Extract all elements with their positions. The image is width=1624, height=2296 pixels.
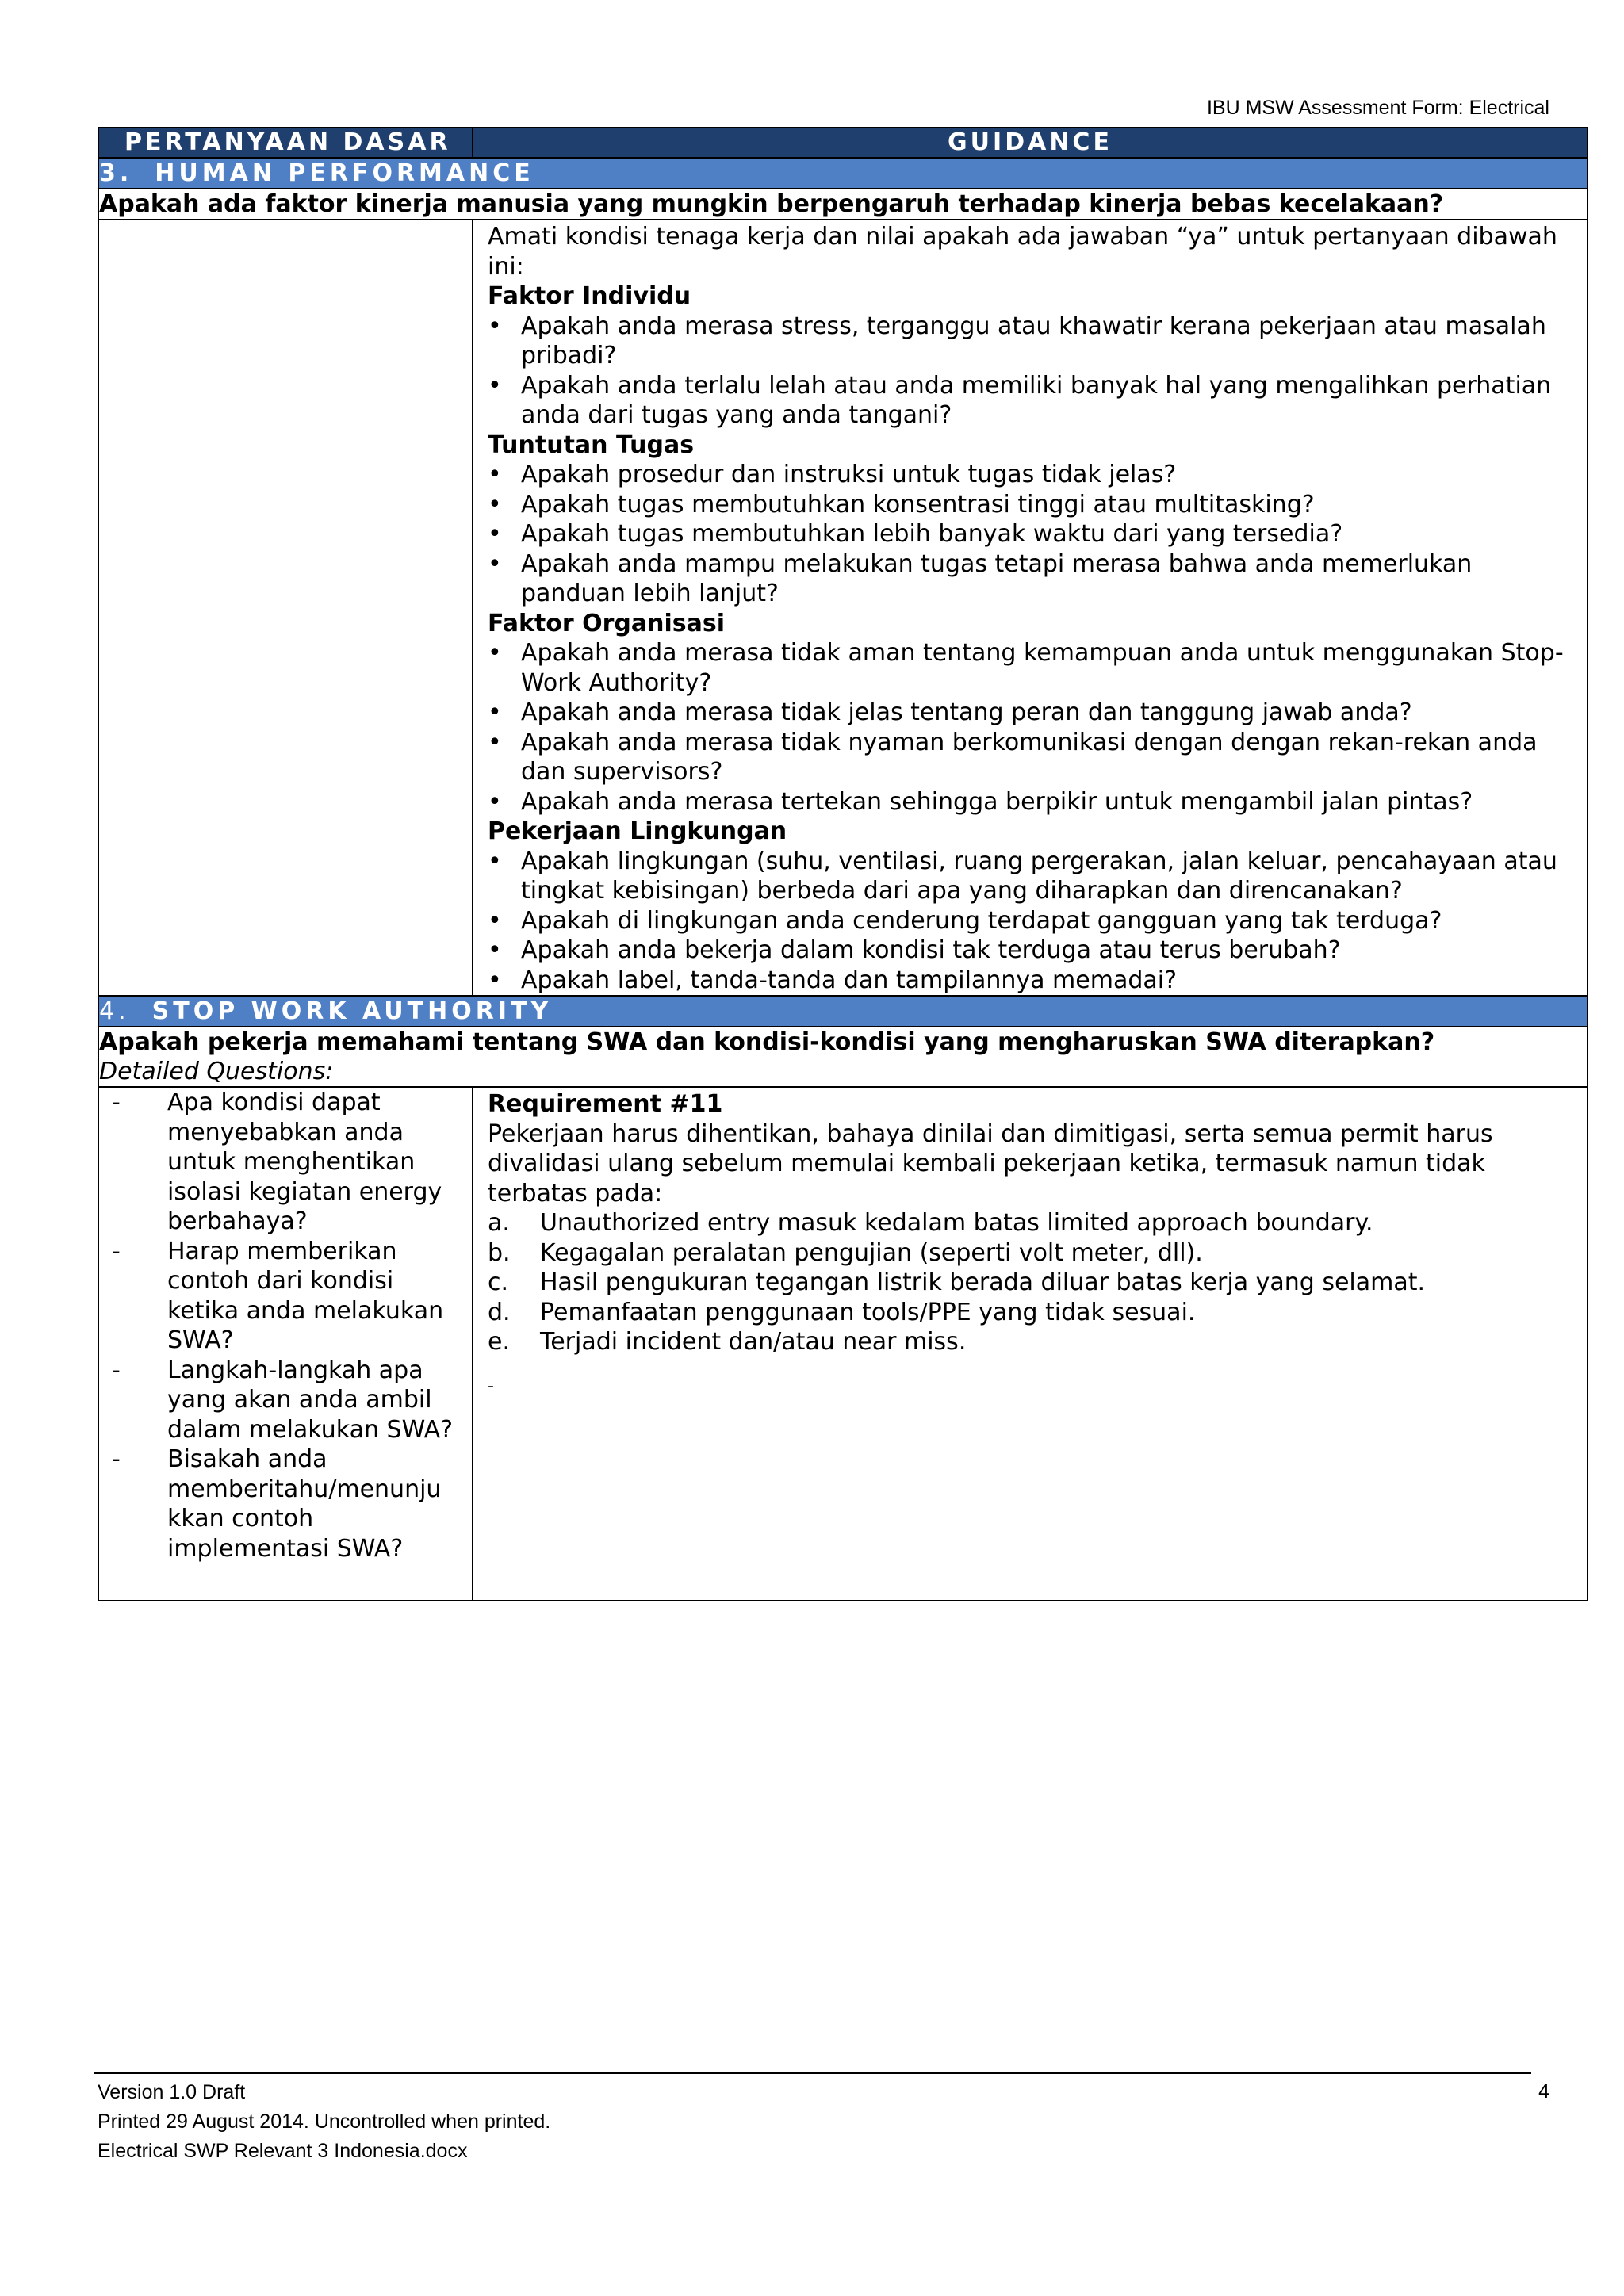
list-item: • Apakah lingkungan (suhu, ventilasi, ruang pergerakan, jalan keluar, pencahayaan atau tingkat kebisingan) berbeda dari apa yang diharapkan dan direncanakan? (488, 847, 1557, 905)
requirement-list (488, 1208, 1579, 1357)
footer-printed: Printed 29 August 2014. Uncontrolled when printed. (98, 2110, 551, 2133)
bullet-list (488, 847, 1579, 996)
list-item: a. Unauthorized entry masuk kedalam batas limited approach boundary. (488, 1209, 1373, 1237)
trailing-dash: - (488, 1376, 494, 1396)
empty-question-cell (98, 220, 473, 996)
group-title: Faktor Individu (488, 282, 691, 310)
table-header-row (98, 128, 1588, 158)
detailed-questions-label: Detailed Questions: (99, 1058, 334, 1085)
list-item: • Apakah label, tanda-tanda dan tampilannya memadai? (488, 966, 1178, 994)
column-header-guidance: GUIDANCE (473, 128, 1588, 158)
list-item: • Apakah anda merasa tidak jelas tentang peran dan tanggung jawab anda? (488, 698, 1412, 726)
requirement-title: Requirement #11 (488, 1090, 723, 1118)
guidance-intro: Amati kondisi tenaga kerja dan nilai apakah ada jawaban “ya” untuk pertanyaan dibawah ini: (488, 223, 1557, 281)
section-3-header (98, 158, 1588, 189)
section-title: STOP WORK AUTHORITY (151, 997, 553, 1025)
section-title: HUMAN PERFORMANCE (155, 159, 534, 187)
bullet: • (488, 847, 502, 875)
section-number: 3. (99, 159, 133, 187)
list-item: • Apakah anda merasa tertekan sehingga berpikir untuk mengambil jalan pintas? (488, 787, 1473, 816)
group-title: Pekerjaan Lingkungan (488, 817, 787, 845)
section-4-content-row (98, 1087, 1588, 1601)
bullet: • (488, 936, 502, 964)
list-item: • Apakah di lingkungan anda cenderung terdapat gangguan yang tak terduga? (488, 906, 1442, 935)
list-item: d. Pemanfaatan penggunaan tools/PPE yang tidak sesuai. (488, 1298, 1196, 1326)
dash-marker: - (112, 1089, 121, 1116)
section-4-header (98, 996, 1588, 1027)
bullet: • (488, 639, 502, 667)
bullet: • (488, 906, 502, 935)
bullet: • (488, 371, 502, 400)
dash-marker: - (112, 1445, 121, 1473)
guidance-cell (473, 220, 1588, 996)
column-header-pertanyaan: PERTANYAAN DASAR (98, 128, 473, 158)
group-title: Faktor Organisasi (488, 609, 726, 637)
bullet: • (488, 490, 502, 519)
bullet: • (488, 520, 502, 548)
list-item: e. Terjadi incident dan/atau near miss. (488, 1328, 967, 1356)
bullet-list (488, 460, 1579, 609)
group-title: Tuntutan Tugas (488, 430, 695, 459)
list-item: • Apakah prosedur dan instruksi untuk tugas tidak jelas? (488, 461, 1177, 488)
dash-list (112, 1088, 464, 1563)
requirement-cell (473, 1087, 1588, 1601)
list-item: • Apakah tugas membutuhkan konsentrasi tinggi atau multitasking? (488, 490, 1315, 519)
section-4-question-row (98, 1027, 1588, 1087)
section-number: 4. (99, 997, 130, 1025)
bullet: • (488, 787, 502, 816)
dash-marker: - (112, 1356, 121, 1384)
dash-marker: - (112, 1237, 121, 1265)
bullet: • (488, 312, 502, 340)
list-item: • Apakah anda mampu melakukan tugas tetapi merasa bahwa anda memerlukan panduan lebih lanjut? (488, 549, 1473, 607)
list-item: - Bisakah anda memberitahu/menunju kkan contoh implementasi SWA? (112, 1445, 442, 1563)
list-item: • Apakah anda bekerja dalam kondisi tak terduga atau terus berubah? (488, 936, 1341, 964)
page-number: 4 (1538, 2080, 1549, 2103)
bullet-list (488, 638, 1579, 817)
list-item: - Langkah-langkah apa yang akan anda ambil dalam melakukan SWA? (112, 1356, 454, 1444)
list-item: • Apakah anda merasa tidak nyaman berkomunikasi dengan dengan rekan-rekan anda dan supervisors? (488, 728, 1538, 786)
section-3-content-row (98, 220, 1588, 996)
assessment-table (98, 127, 1588, 1601)
section-3-question-row (98, 189, 1588, 220)
list-item: • Apakah anda terlalu lelah atau anda memiliki banyak hal yang mengalihkan perhatian anda dari tugas yang anda tangani? (488, 371, 1552, 429)
list-item: • Apakah tugas membutuhkan lebih banyak waktu dari yang tersedia? (488, 520, 1343, 548)
bullet-list (488, 312, 1579, 430)
bullet: • (488, 966, 502, 994)
section-question: Apakah ada faktor kinerja manusia yang mungkin berpengaruh terhadap kinerja bebas kecelakaan? (98, 189, 1588, 220)
document-header-title: IBU MSW Assessment Form: Electrical (1206, 97, 1549, 119)
detailed-questions-cell (98, 1087, 473, 1601)
list-item: b. Kegagalan peralatan pengujian (seperti volt meter, dll). (488, 1238, 1203, 1267)
bullet: • (488, 549, 502, 578)
requirement-text: Pekerjaan harus dihentikan, bahaya dinilai dan dimitigasi, serta semua permit harus divalidasi ulang sebelum memulai kembali pekerjaan ketika, termasuk namun tidak terbatas pada: (488, 1119, 1493, 1207)
footer-filename: Electrical SWP Relevant 3 Indonesia.docx (98, 2140, 468, 2162)
list-item: c. Hasil pengukuran tegangan listrik berada diluar batas kerja yang selamat. (488, 1269, 1426, 1296)
list-item: - Apa kondisi dapat menyebabkan anda untuk menghentikan isolasi kegiatan energy berbahaya? (112, 1089, 442, 1235)
bullet: • (488, 728, 502, 756)
footer-version: Version 1.0 Draft (98, 2081, 246, 2103)
section-question: Apakah pekerja memahami tentang SWA dan kondisi-kondisi yang mengharuskan SWA diterapkan? (99, 1028, 1435, 1056)
bullet: • (488, 698, 502, 726)
footer-divider (94, 2072, 1531, 2074)
list-item: • Apakah anda merasa stress, terganggu atau khawatir kerana pekerjaan atau masalah pribadi? (488, 312, 1546, 369)
list-item: - Harap memberikan contoh dari kondisi ketika anda melakukan SWA? (112, 1237, 444, 1354)
list-item: • Apakah anda merasa tidak aman tentang kemampuan anda untuk menggunakan Stop-Work Authority? (488, 639, 1564, 697)
bullet: • (488, 461, 502, 488)
